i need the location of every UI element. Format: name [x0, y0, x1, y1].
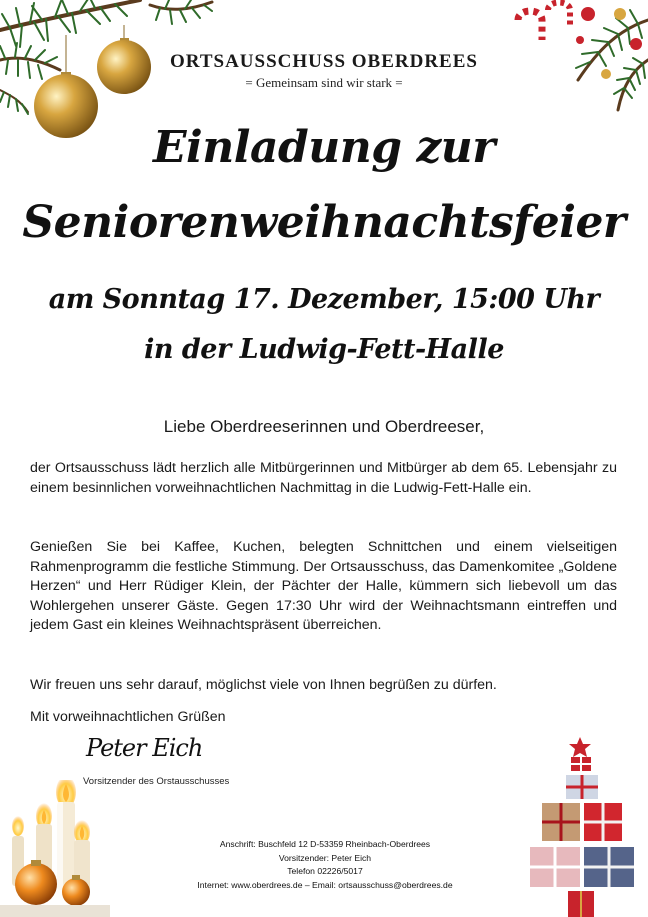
handwritten-signature: Peter Eich [86, 734, 203, 762]
invitation-title-line2: Seniorenweihnachtsfeier [22, 197, 626, 248]
footer-chair: Vorsitzender: Peter Eich [278, 852, 372, 863]
footer-contact [150, 838, 500, 892]
letter-paragraph: Genießen Sie bei Kaffee, Kuchen, belegten Schnittchen und einem vielseitigen Rahmenprogramm die festliche Stimmung. Der Ortsausschuss, das Damenkomitee „Goldene Herzen“ und Herr Rüdiger Klein, der Pächter der Halle, kümmern sich liebevoll um das Wohlergehen unserer Gäste. Gegen 17:30 Uhr wird der Weihnachtsmann eintreffen und jedem Gast ein kleines Weihnachtspräsent überreichen. [30, 539, 617, 633]
organization-motto: = Gemeinsam sind wir stark = [245, 75, 403, 90]
letter-paragraph: der Ortsausschuss lädt herzlich alle Mitbürgerinnen und Mitbürger ab dem 65. Lebensjahr zu einem besinnlichen vorweihnachtlichen Nachmittag in die Ludwig-Fett-Halle ein. [30, 460, 617, 496]
gift-box-tree-icon [524, 735, 648, 917]
event-date: am Sonntag 17. Dezember, 15:00 Uhr [48, 284, 600, 315]
candles-baubles-icon [0, 780, 110, 917]
invitation-title-line1: Einladung zur [153, 122, 495, 173]
letter-closing: Mit vorweihnachtlichen Grüßen [30, 709, 226, 725]
letter-paragraph: Wir freuen uns sehr darauf, möglichst viele von Ihnen begrüßen zu dürfen. [30, 677, 497, 693]
event-venue: in der Ludwig-Fett-Halle [144, 334, 504, 365]
organization-title: ORTSAUSSCHUSS OBERDREES [170, 51, 478, 72]
letter-greeting: Liebe Oberdreeserinnen und Oberdreeser, [163, 417, 485, 436]
footer-address: Anschrift: Buschfeld 12 D-53359 Rheinbach-Oberdrees [219, 839, 431, 849]
signer-role: Vorsitzender des Orstausschusses [83, 776, 230, 787]
footer-web-email: Internet: www.oberdrees.de – Email: ortsausschuss@oberdrees.de [197, 879, 453, 890]
footer-phone: Telefon 02226/5017 [287, 866, 363, 876]
